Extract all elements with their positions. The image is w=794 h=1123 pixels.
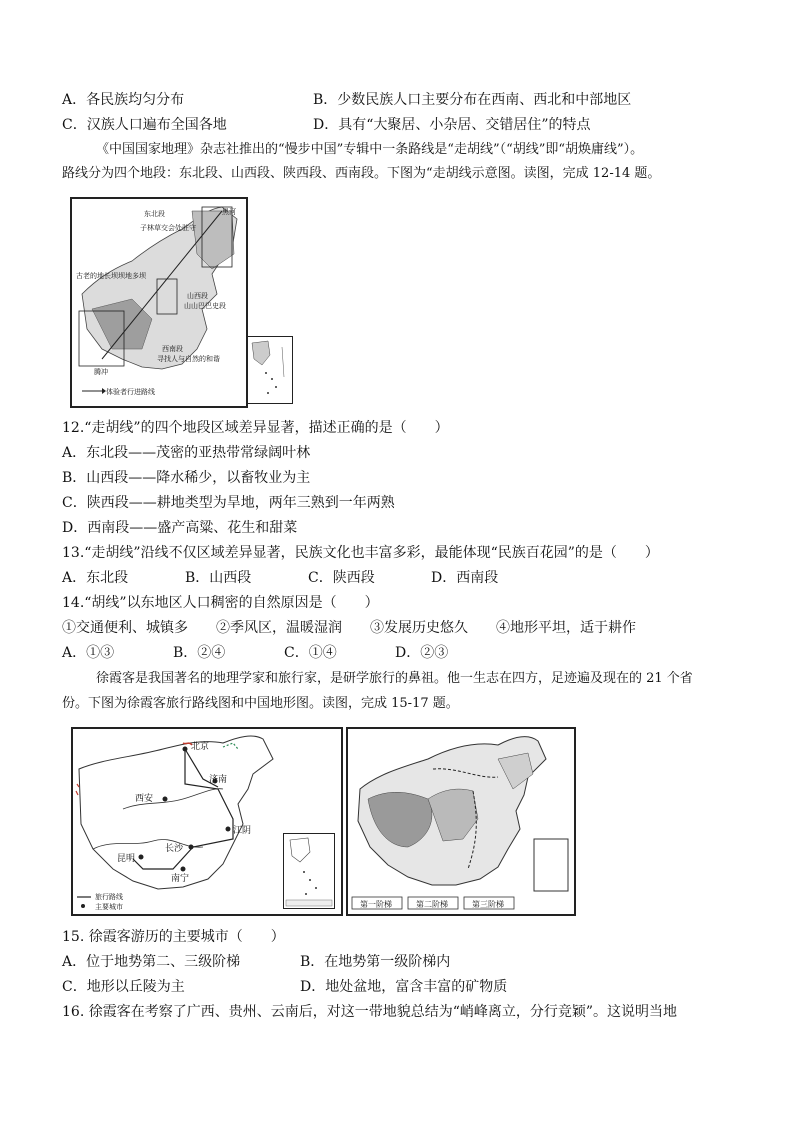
map1-label-shanxi: 山西段 — [187, 292, 208, 300]
step-2-label: 第二阶梯 — [416, 900, 448, 909]
q15-stem: 15. 徐霞客游历的主要城市（ ） — [62, 929, 285, 945]
inset-1-graphic — [248, 337, 292, 403]
q12-option-b: B．山西段——降水稀少，以畜牧业为主 — [62, 470, 311, 486]
q13-option-a: A．东北段 — [62, 570, 129, 586]
china-terrain-map — [346, 727, 576, 916]
map1-label-xinan: 西南段 — [162, 345, 183, 353]
map1-label-shanxi-sub: 山山巴巴史段 — [184, 302, 226, 310]
city-label-xian: 西安 — [135, 794, 154, 804]
q15-option-a: A．位于地势第二、三级阶梯 — [62, 954, 241, 970]
q14-option-a: A．①③ — [62, 645, 115, 661]
map1-label-gulao: 古老的地长坝坝地多坝 — [76, 272, 146, 280]
map1-label-zijin: 子林草交会处驻守 — [140, 224, 196, 232]
q11-option-d: D．具有“大聚居、小杂居、交错居住”的特点 — [313, 117, 591, 133]
legend-route-label: 旅行路线 — [95, 893, 123, 901]
q12-option-d: D．西南段——盛产高粱、花生和甜菜 — [62, 520, 298, 536]
q12-option-a: A．东北段——茂密的亚热带常绿阔叶林 — [62, 445, 311, 461]
city-label-changsha: 长沙 — [165, 844, 184, 854]
q15-option-d: D．地处盆地，富含丰富的矿物质 — [300, 979, 508, 995]
south-china-sea-inset-2 — [283, 833, 335, 909]
q14-option-c: C．①④ — [284, 645, 337, 661]
q11-option-a: A．各民族均匀分布 — [62, 92, 185, 108]
q12-option-c: C．陕西段——耕地类型为旱地，两年三熟到一年两熟 — [62, 495, 395, 511]
legend-city-label: 主要城市 — [95, 903, 123, 911]
q14-items: ①交通便利、城镇多 ②季风区，温暖湿润 ③发展历史悠久 ④地形平坦，适于耕作 — [62, 620, 636, 636]
map1-label-heihe: 黑河 — [222, 208, 236, 216]
q11-option-c: C．汉族人口遍布全国各地 — [62, 117, 227, 133]
intro2-line2: 份。下图为徐霞客旅行路线图和中国地形图。读图，完成 15-17 题。 — [62, 696, 459, 711]
intro2-line1: 徐霞客是我国著名的地理学家和旅行家，是研学旅行的鼻祖。他一生志在四方，足迹遍及现在的 21 个省 — [96, 671, 693, 686]
terrain-map-graphic — [348, 729, 574, 914]
step-3-label: 第三阶梯 — [472, 900, 504, 909]
city-label-jinan: 济南 — [209, 775, 228, 785]
map1-label-tengchong: 腾冲 — [94, 368, 108, 376]
city-label-nanning: 南宁 — [171, 874, 190, 884]
step-1-label: 第一阶梯 — [360, 900, 392, 909]
map1-legend-route: 体验者行进路线 — [106, 388, 155, 396]
south-china-sea-inset-1 — [247, 336, 293, 404]
q11-option-b: B．少数民族人口主要分布在西南、西北和中部地区 — [313, 92, 632, 108]
q14-option-b: B．②④ — [173, 645, 226, 661]
q15-option-b: B．在地势第一级阶梯内 — [300, 954, 451, 970]
city-label-jiangyin: 江阴 — [233, 826, 252, 836]
intro1-line2: 路线分为四个地段：东北段、山西段、陕西段、西南段。下图为“走胡线示意图。读图，完成 12-14 题。 — [62, 166, 661, 181]
xu-xiake-route-map — [71, 727, 343, 916]
q14-stem: 14.“胡线”以东地区人口稠密的自然原因是（ ） — [62, 595, 379, 611]
q13-option-b: B．山西段 — [185, 570, 252, 586]
q13-option-c: C．陕西段 — [308, 570, 375, 586]
map1-label-xinan-sub: 寻找人与自然的和谐 — [157, 355, 220, 363]
q13-stem: 13.“走胡线”沿线不仅区域差异显著，民族文化也丰富多彩，最能体现“民族百花园”的是（ ） — [62, 545, 659, 561]
q12-stem: 12.“走胡线”的四个地段区域差异显著，描述正确的是（ ） — [62, 420, 449, 436]
inset-2-graphic — [284, 834, 334, 908]
hu-line-map — [70, 197, 248, 408]
city-label-beijing: 北京 — [191, 742, 210, 752]
map1-label-dongbei: 东北段 — [144, 210, 165, 218]
q15-option-c: C．地形以丘陵为主 — [62, 979, 185, 995]
intro1-line1: 《中国国家地理》杂志社推出的“慢步中国”专辑中一条路线是“走胡线”（“胡线”即“胡焕庸线”）。 — [96, 142, 644, 157]
q14-option-d: D．②③ — [395, 645, 449, 661]
q16-stem: 16. 徐霞客在考察了广西、贵州、云南后，对这一带地貌总结为“峭峰离立，分行竞颖”。这说明当地 — [62, 1004, 678, 1020]
city-label-kunming: 昆明 — [117, 854, 136, 864]
q13-option-d: D．西南段 — [431, 570, 499, 586]
